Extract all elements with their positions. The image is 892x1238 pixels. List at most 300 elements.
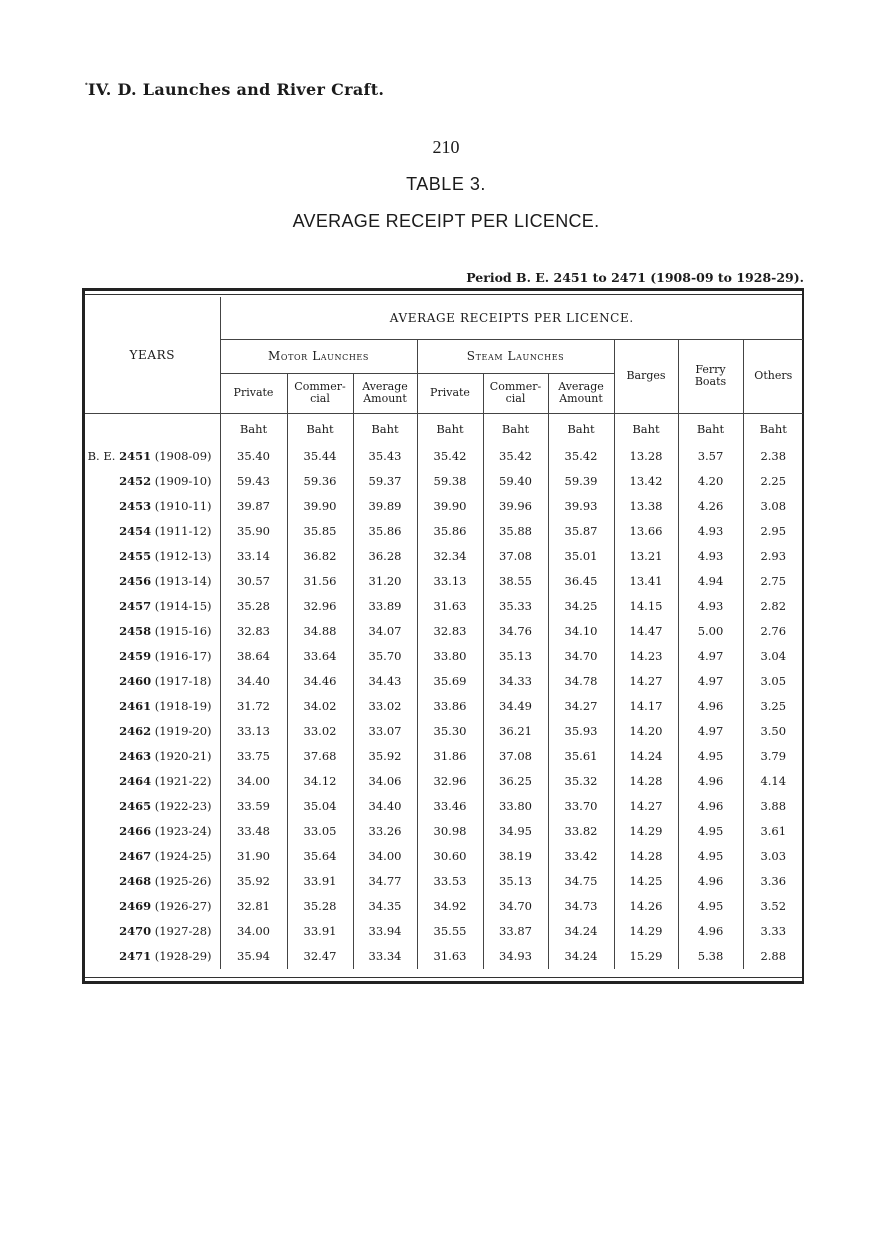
era-prefix: B. E.	[87, 449, 116, 463]
year-number: 2456	[119, 574, 152, 588]
value-cell: 35.55	[417, 919, 483, 944]
value-cell: 4.97	[678, 719, 743, 744]
value-cell: 35.64	[287, 844, 353, 869]
year-cell	[85, 469, 220, 494]
value-cell: 34.12	[287, 769, 353, 794]
value-cell: 15.29	[614, 944, 678, 969]
value-cell: 32.96	[287, 594, 353, 619]
value-cell: 14.29	[614, 919, 678, 944]
frame-inner-bottom-rule	[85, 977, 802, 978]
value-cell: 5.00	[678, 619, 743, 644]
value-cell: 33.26	[353, 819, 417, 844]
value-cell: 35.01	[548, 544, 614, 569]
value-cell: 4.14	[743, 769, 803, 794]
value-cell: 59.36	[287, 469, 353, 494]
year-period: (1924-25)	[154, 849, 212, 863]
value-cell: 35.42	[548, 444, 614, 469]
value-cell: 34.73	[548, 894, 614, 919]
value-cell: 3.05	[743, 669, 803, 694]
unit-cell: Baht	[678, 413, 743, 444]
value-cell: 3.79	[743, 744, 803, 769]
value-cell: 33.02	[353, 694, 417, 719]
value-cell: 14.20	[614, 719, 678, 744]
year-period: (1916-17)	[154, 649, 212, 663]
year-cell	[85, 669, 220, 694]
value-cell: 34.78	[548, 669, 614, 694]
value-cell: 35.28	[287, 894, 353, 919]
value-cell: 33.80	[483, 794, 548, 819]
value-cell: 2.38	[743, 444, 803, 469]
table-row	[85, 644, 803, 669]
unit-cell: Baht	[483, 413, 548, 444]
year-number: 2464	[119, 774, 152, 788]
table-row	[85, 619, 803, 644]
year-cell	[85, 694, 220, 719]
value-cell: 34.88	[287, 619, 353, 644]
value-cell: 33.75	[220, 744, 287, 769]
steam-commercial-header: Commer- cial	[483, 373, 548, 413]
value-cell: 2.95	[743, 519, 803, 544]
value-cell: 31.90	[220, 844, 287, 869]
average-receipts-header: AVERAGE RECEIPTS PER LICENCE.	[220, 297, 803, 339]
year-cell	[85, 744, 220, 769]
value-cell: 33.80	[417, 644, 483, 669]
value-cell: 4.93	[678, 519, 743, 544]
table-row	[85, 519, 803, 544]
value-cell: 34.95	[483, 819, 548, 844]
value-cell: 35.33	[483, 594, 548, 619]
year-period: (1917-18)	[154, 674, 212, 688]
unit-row	[85, 413, 803, 444]
table-row	[85, 544, 803, 569]
year-number: 2468	[119, 874, 152, 888]
value-cell: 33.07	[353, 719, 417, 744]
unit-cell: Baht	[287, 413, 353, 444]
steam-private-header: Private	[417, 373, 483, 413]
value-cell: 33.87	[483, 919, 548, 944]
value-cell: 4.26	[678, 494, 743, 519]
value-cell: 35.88	[483, 519, 548, 544]
value-cell: 30.60	[417, 844, 483, 869]
year-period: (1913-14)	[154, 574, 212, 588]
value-cell: 36.82	[287, 544, 353, 569]
value-cell: 34.40	[220, 669, 287, 694]
value-cell: 33.89	[353, 594, 417, 619]
section-heading: IV. D. Launches and River Craft.	[88, 80, 385, 99]
value-cell: 3.88	[743, 794, 803, 819]
value-cell: 14.47	[614, 619, 678, 644]
year-period: (1915-16)	[154, 624, 212, 638]
year-number: 2471	[119, 949, 152, 963]
value-cell: 34.77	[353, 869, 417, 894]
year-cell	[85, 444, 220, 469]
value-cell: 33.70	[548, 794, 614, 819]
value-cell: 31.63	[417, 944, 483, 969]
value-cell: 34.35	[353, 894, 417, 919]
year-period: (1914-15)	[154, 599, 212, 613]
value-cell: 4.96	[678, 919, 743, 944]
value-cell: 33.13	[220, 719, 287, 744]
value-cell: 3.36	[743, 869, 803, 894]
value-cell: 33.94	[353, 919, 417, 944]
year-number: 2452	[119, 474, 152, 488]
year-number: 2462	[119, 724, 152, 738]
value-cell: 35.42	[417, 444, 483, 469]
value-cell: 38.19	[483, 844, 548, 869]
value-cell: 31.86	[417, 744, 483, 769]
unit-cell: Baht	[743, 413, 803, 444]
year-period: (1925-26)	[154, 874, 212, 888]
year-number: 2466	[119, 824, 152, 838]
value-cell: 39.90	[417, 494, 483, 519]
year-cell	[85, 569, 220, 594]
value-cell: 4.20	[678, 469, 743, 494]
value-cell: 3.03	[743, 844, 803, 869]
value-cell: 59.38	[417, 469, 483, 494]
value-cell: 35.70	[353, 644, 417, 669]
value-cell: 3.57	[678, 444, 743, 469]
year-period: (1927-28)	[154, 924, 212, 938]
value-cell: 13.66	[614, 519, 678, 544]
table-row	[85, 794, 803, 819]
ferry-boats-header: Ferry Boats	[678, 339, 743, 413]
year-cell	[85, 944, 220, 969]
year-cell	[85, 644, 220, 669]
table-row	[85, 494, 803, 519]
year-period: (1918-19)	[154, 699, 212, 713]
value-cell: 33.53	[417, 869, 483, 894]
value-cell: 34.27	[548, 694, 614, 719]
value-cell: 14.29	[614, 819, 678, 844]
year-number: 2470	[119, 924, 152, 938]
value-cell: 14.28	[614, 844, 678, 869]
value-cell: 36.28	[353, 544, 417, 569]
year-period: (1910-11)	[154, 499, 212, 513]
value-cell: 14.25	[614, 869, 678, 894]
value-cell: 33.86	[417, 694, 483, 719]
value-cell: 2.88	[743, 944, 803, 969]
value-cell: 3.50	[743, 719, 803, 744]
value-cell: 34.70	[483, 894, 548, 919]
value-cell: 14.15	[614, 594, 678, 619]
year-number: 2453	[119, 499, 152, 513]
value-cell: 2.93	[743, 544, 803, 569]
value-cell: 33.14	[220, 544, 287, 569]
value-cell: 33.13	[417, 569, 483, 594]
value-cell: 31.56	[287, 569, 353, 594]
value-cell: 35.93	[548, 719, 614, 744]
value-cell: 33.05	[287, 819, 353, 844]
table-subtitle: AVERAGE RECEIPT PER LICENCE.	[292, 211, 600, 231]
value-cell: 34.00	[220, 769, 287, 794]
value-cell: 34.93	[483, 944, 548, 969]
value-cell: 32.81	[220, 894, 287, 919]
motor-launches-header: Motor Launches	[220, 339, 417, 373]
value-cell: 35.90	[220, 519, 287, 544]
value-cell: 4.93	[678, 594, 743, 619]
year-cell	[85, 719, 220, 744]
value-cell: 33.64	[287, 644, 353, 669]
value-cell: 32.83	[417, 619, 483, 644]
year-period: (1928-29)	[154, 949, 212, 963]
year-number: 2458	[119, 624, 152, 638]
value-cell: 34.76	[483, 619, 548, 644]
value-cell: 33.46	[417, 794, 483, 819]
value-cell: 33.91	[287, 919, 353, 944]
value-cell: 4.97	[678, 669, 743, 694]
value-cell: 34.10	[548, 619, 614, 644]
value-cell: 35.42	[483, 444, 548, 469]
value-cell: 34.40	[353, 794, 417, 819]
year-cell	[85, 494, 220, 519]
value-cell: 59.40	[483, 469, 548, 494]
value-cell: 13.41	[614, 569, 678, 594]
table-row	[85, 844, 803, 869]
value-cell: 4.95	[678, 894, 743, 919]
table-row	[85, 769, 803, 794]
year-cell	[85, 919, 220, 944]
unit-cell: Baht	[220, 413, 287, 444]
year-cell	[85, 844, 220, 869]
value-cell: 3.04	[743, 644, 803, 669]
year-number: 2451	[119, 449, 152, 463]
unit-cell: Baht	[548, 413, 614, 444]
value-cell: 3.61	[743, 819, 803, 844]
table-row	[85, 694, 803, 719]
value-cell: 13.28	[614, 444, 678, 469]
value-cell: 34.46	[287, 669, 353, 694]
value-cell: 59.39	[548, 469, 614, 494]
value-cell: 14.17	[614, 694, 678, 719]
value-cell: 13.42	[614, 469, 678, 494]
value-cell: 39.89	[353, 494, 417, 519]
value-cell: 34.70	[548, 644, 614, 669]
year-cell	[85, 594, 220, 619]
value-cell: 35.30	[417, 719, 483, 744]
value-cell: 33.42	[548, 844, 614, 869]
value-cell: 33.34	[353, 944, 417, 969]
year-number: 2455	[119, 549, 152, 563]
year-number: 2463	[119, 749, 152, 763]
value-cell: 35.69	[417, 669, 483, 694]
page-number: 210	[432, 137, 460, 157]
value-cell: 35.44	[287, 444, 353, 469]
receipts-table	[85, 297, 803, 969]
motor-commercial-header: Commer- cial	[287, 373, 353, 413]
value-cell: 2.82	[743, 594, 803, 619]
value-cell: 34.07	[353, 619, 417, 644]
value-cell: 38.55	[483, 569, 548, 594]
value-cell: 34.06	[353, 769, 417, 794]
table-title: TABLE 3.	[406, 174, 486, 194]
year-period: (1923-24)	[154, 824, 212, 838]
steam-average-header: Average Amount	[548, 373, 614, 413]
value-cell: 13.21	[614, 544, 678, 569]
value-cell: 35.43	[353, 444, 417, 469]
value-cell: 34.49	[483, 694, 548, 719]
year-number: 2467	[119, 849, 152, 863]
table-row	[85, 669, 803, 694]
year-number: 2457	[119, 599, 152, 613]
value-cell: 35.61	[548, 744, 614, 769]
value-cell: 34.75	[548, 869, 614, 894]
value-cell: 30.57	[220, 569, 287, 594]
value-cell: 59.43	[220, 469, 287, 494]
value-cell: 35.40	[220, 444, 287, 469]
value-cell: 2.75	[743, 569, 803, 594]
value-cell: 4.95	[678, 744, 743, 769]
value-cell: 36.25	[483, 769, 548, 794]
value-cell: 35.32	[548, 769, 614, 794]
value-cell: 14.24	[614, 744, 678, 769]
value-cell: 35.92	[220, 869, 287, 894]
unit-cell: Baht	[417, 413, 483, 444]
year-period: (1911-12)	[154, 524, 212, 538]
value-cell: 13.38	[614, 494, 678, 519]
table-row	[85, 594, 803, 619]
year-number: 2465	[119, 799, 152, 813]
value-cell: 33.02	[287, 719, 353, 744]
year-period: (1909-10)	[154, 474, 212, 488]
value-cell: 33.59	[220, 794, 287, 819]
value-cell: 35.04	[287, 794, 353, 819]
value-cell: 39.90	[287, 494, 353, 519]
value-cell: 37.68	[287, 744, 353, 769]
table-row	[85, 919, 803, 944]
value-cell: 34.25	[548, 594, 614, 619]
value-cell: 35.92	[353, 744, 417, 769]
table-row	[85, 944, 803, 969]
value-cell: 5.38	[678, 944, 743, 969]
value-cell: 34.00	[220, 919, 287, 944]
year-cell	[85, 794, 220, 819]
value-cell: 36.45	[548, 569, 614, 594]
year-period: (1912-13)	[154, 549, 212, 563]
value-cell: 35.86	[417, 519, 483, 544]
value-cell: 31.63	[417, 594, 483, 619]
value-cell: 34.43	[353, 669, 417, 694]
year-period: (1921-22)	[154, 774, 212, 788]
value-cell: 3.33	[743, 919, 803, 944]
year-cell	[85, 544, 220, 569]
value-cell: 30.98	[417, 819, 483, 844]
value-cell: 3.25	[743, 694, 803, 719]
value-cell: 31.20	[353, 569, 417, 594]
value-cell: 2.76	[743, 619, 803, 644]
value-cell: 34.02	[287, 694, 353, 719]
value-cell: 35.85	[287, 519, 353, 544]
value-cell: 14.23	[614, 644, 678, 669]
value-cell: 2.25	[743, 469, 803, 494]
year-period: (1920-21)	[154, 749, 212, 763]
value-cell: 14.27	[614, 669, 678, 694]
year-cell	[85, 894, 220, 919]
table-row	[85, 719, 803, 744]
value-cell: 33.48	[220, 819, 287, 844]
year-number: 2469	[119, 899, 152, 913]
year-number: 2454	[119, 524, 152, 538]
table-row	[85, 894, 803, 919]
value-cell: 4.96	[678, 769, 743, 794]
period-caption: Period B. E. 2451 to 2471 (1908-09 to 1928-29).	[466, 270, 804, 285]
table-row	[85, 819, 803, 844]
year-cell	[85, 769, 220, 794]
unit-cell: Baht	[353, 413, 417, 444]
value-cell: 4.93	[678, 544, 743, 569]
value-cell: 4.96	[678, 794, 743, 819]
motor-average-header: Average Amount	[353, 373, 417, 413]
value-cell: 4.95	[678, 844, 743, 869]
unit-cell: Baht	[614, 413, 678, 444]
year-number: 2460	[119, 674, 152, 688]
year-period: (1908-09)	[154, 449, 212, 463]
value-cell: 35.28	[220, 594, 287, 619]
value-cell: 59.37	[353, 469, 417, 494]
value-cell: 35.13	[483, 869, 548, 894]
motor-private-header: Private	[220, 373, 287, 413]
year-number: 2459	[119, 649, 152, 663]
frame-inner-top-rule	[85, 294, 802, 295]
value-cell: 37.08	[483, 544, 548, 569]
value-cell: 35.94	[220, 944, 287, 969]
value-cell: 3.52	[743, 894, 803, 919]
value-cell: 35.13	[483, 644, 548, 669]
value-cell: 32.83	[220, 619, 287, 644]
value-cell: 35.86	[353, 519, 417, 544]
ink-mark: •	[84, 80, 89, 89]
value-cell: 14.28	[614, 769, 678, 794]
table-row	[85, 869, 803, 894]
value-cell: 38.64	[220, 644, 287, 669]
value-cell: 34.33	[483, 669, 548, 694]
years-header: YEARS	[85, 297, 220, 413]
table-row	[85, 569, 803, 594]
value-cell: 31.72	[220, 694, 287, 719]
year-cell	[85, 619, 220, 644]
value-cell: 37.08	[483, 744, 548, 769]
value-cell: 32.47	[287, 944, 353, 969]
value-cell: 39.87	[220, 494, 287, 519]
table-row	[85, 469, 803, 494]
value-cell: 4.96	[678, 869, 743, 894]
year-cell	[85, 869, 220, 894]
value-cell: 14.26	[614, 894, 678, 919]
value-cell: 34.24	[548, 919, 614, 944]
value-cell: 34.92	[417, 894, 483, 919]
year-number: 2461	[119, 699, 152, 713]
value-cell: 4.97	[678, 644, 743, 669]
year-cell	[85, 519, 220, 544]
table-row	[85, 444, 803, 469]
value-cell: 3.08	[743, 494, 803, 519]
year-period: (1919-20)	[154, 724, 212, 738]
others-header: Others	[743, 339, 803, 413]
value-cell: 32.34	[417, 544, 483, 569]
value-cell: 4.96	[678, 694, 743, 719]
value-cell: 33.82	[548, 819, 614, 844]
value-cell: 35.87	[548, 519, 614, 544]
steam-launches-header: Steam Launches	[417, 339, 614, 373]
year-cell	[85, 819, 220, 844]
table-row	[85, 744, 803, 769]
value-cell: 34.24	[548, 944, 614, 969]
value-cell: 14.27	[614, 794, 678, 819]
value-cell: 39.93	[548, 494, 614, 519]
value-cell: 36.21	[483, 719, 548, 744]
value-cell: 4.95	[678, 819, 743, 844]
value-cell: 4.94	[678, 569, 743, 594]
value-cell: 33.91	[287, 869, 353, 894]
